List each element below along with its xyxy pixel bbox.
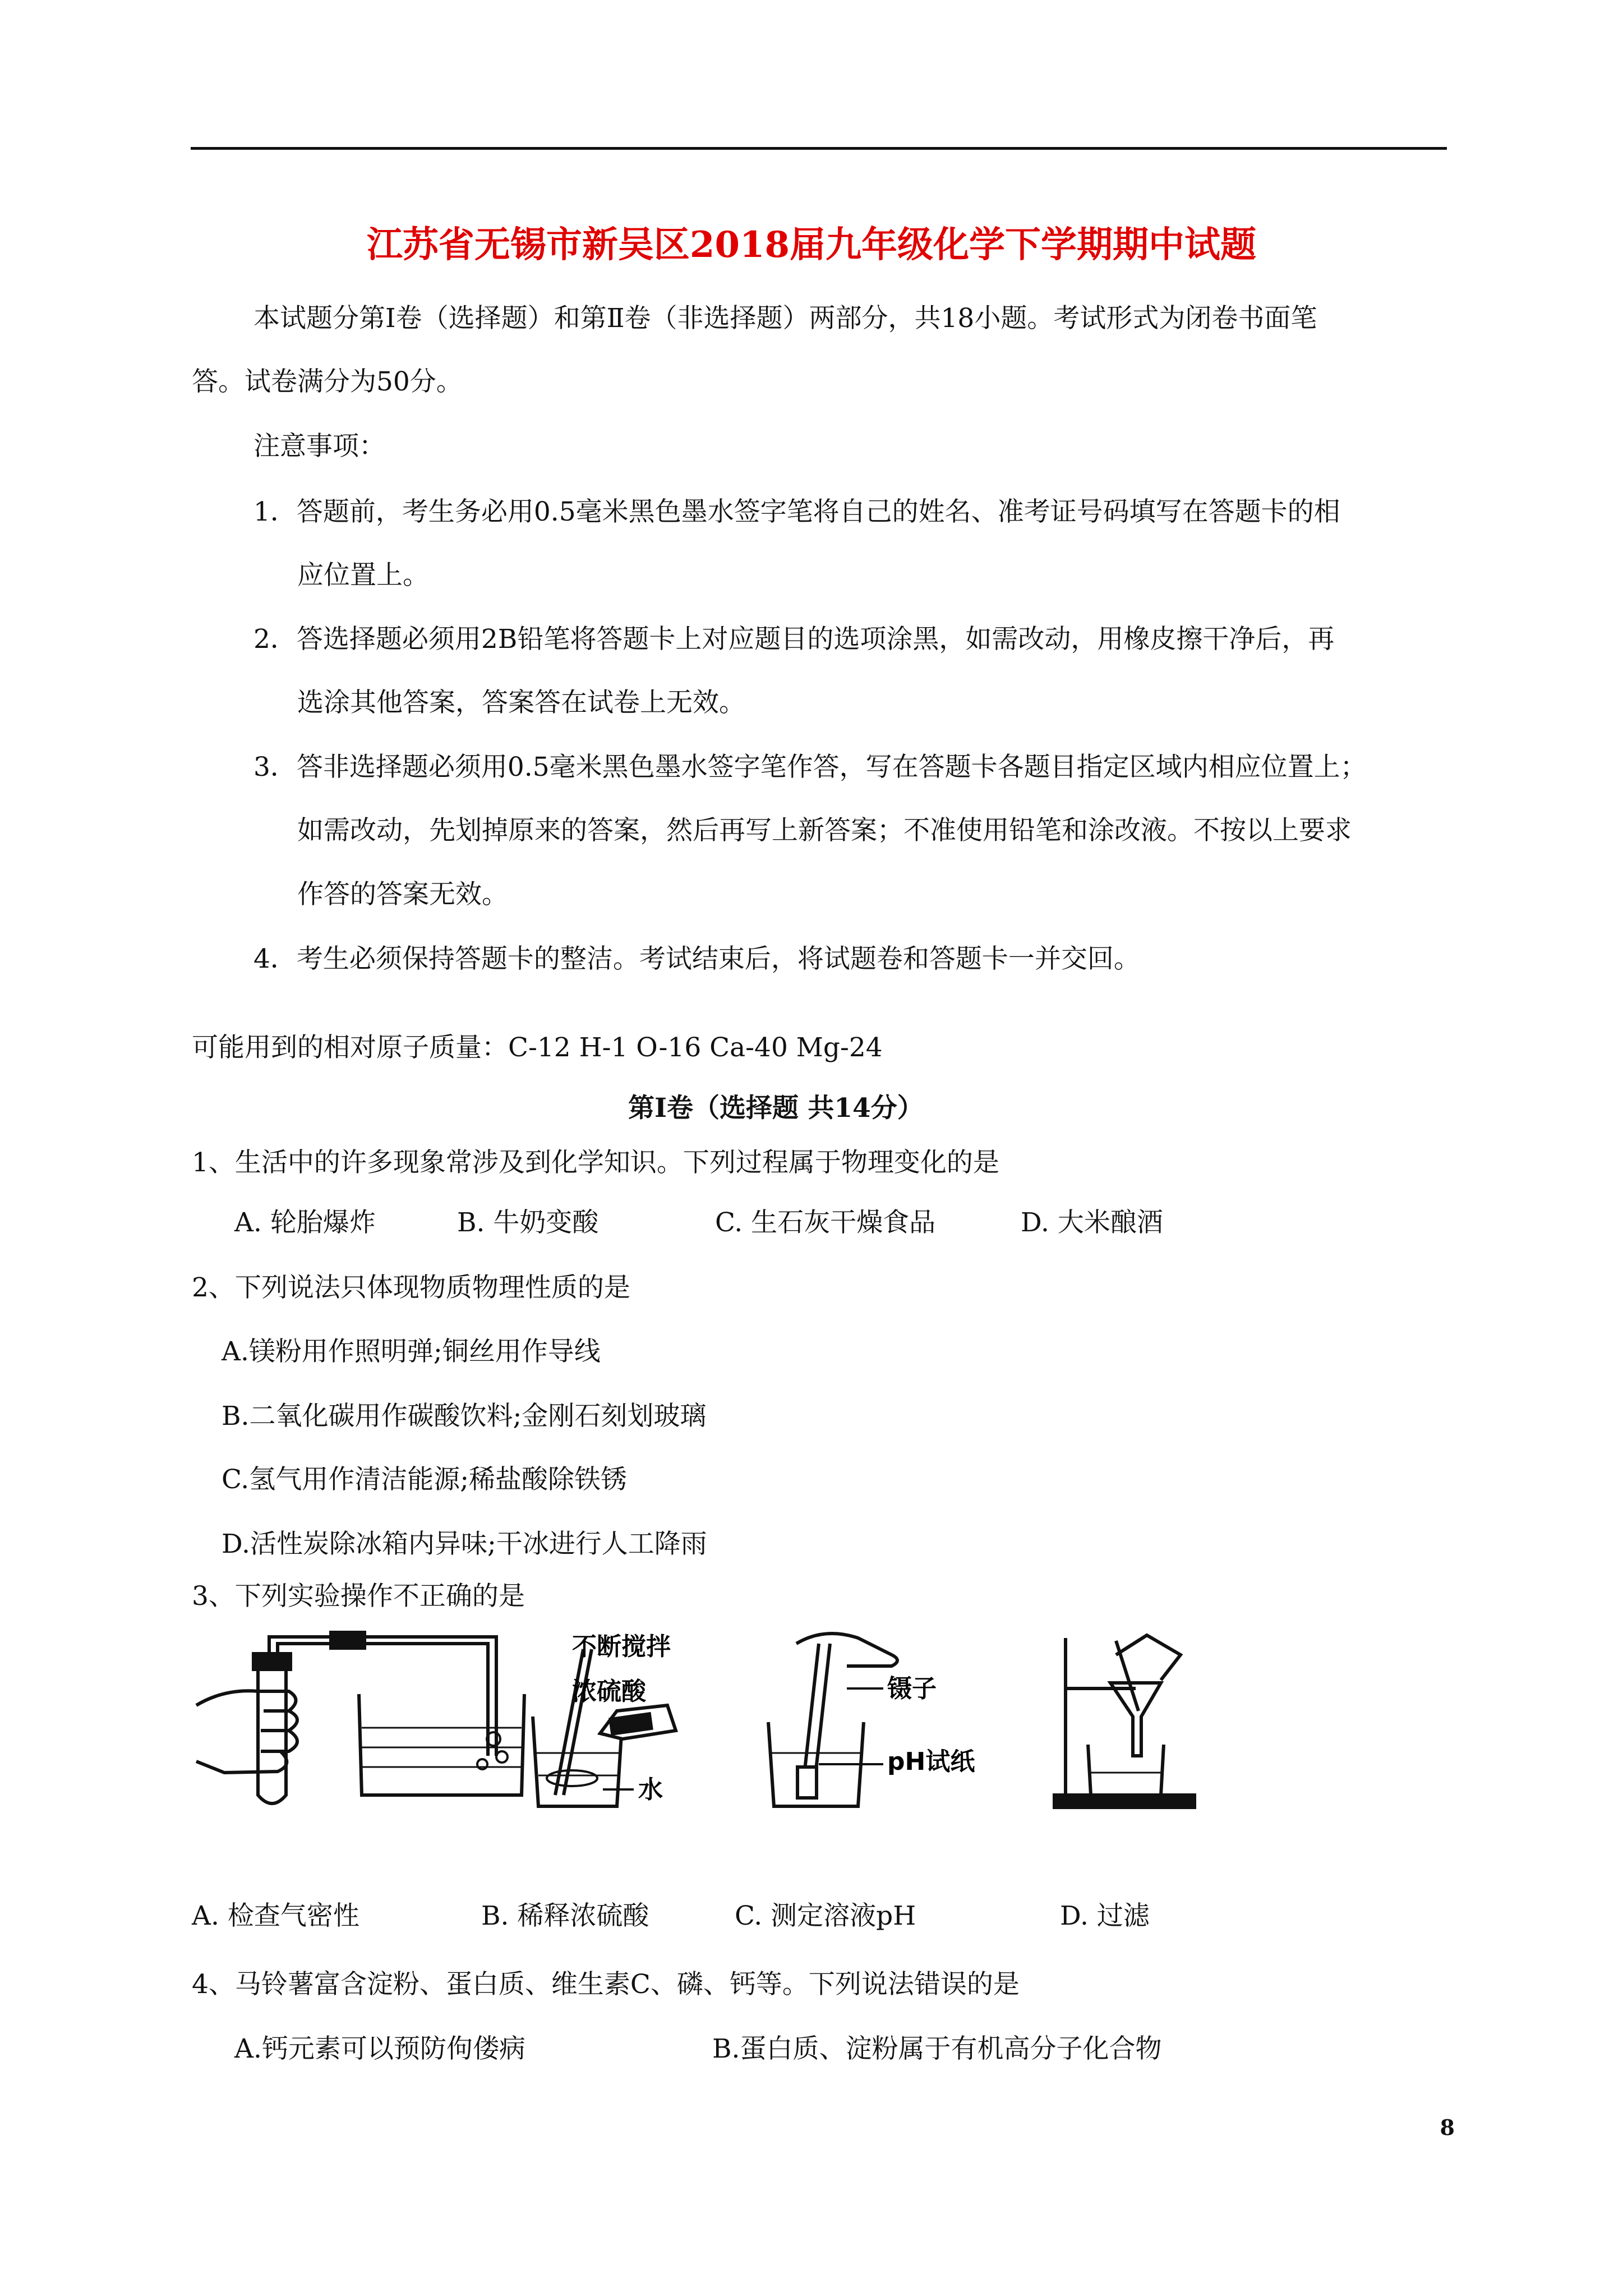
notice-item-2-line-2: 选涂其他答案，答案答在试卷上无效。	[297, 687, 745, 718]
header-rule	[191, 147, 1447, 150]
notice-item-3-line-1: 3．答非选择题必须用0.5毫米黑色墨水签字笔作答，写在答题卡各题目指定区域内相应位置上；	[253, 752, 1367, 783]
question-3-option-c: C. 测定溶液pH	[735, 1901, 916, 1931]
question-1-option-c: C. 生石灰干燥食品	[715, 1207, 936, 1238]
label-tweezers: 镊子	[887, 1674, 937, 1703]
question-2-option-a: A.镁粉用作照明弹;铜丝用作导线	[222, 1336, 601, 1367]
atomic-mass-line: 可能用到的相对原子质量：C-12 H-1 O-16 Ca-40 Mg-24	[192, 1032, 883, 1063]
question-4-stem: 4、马铃薯富含淀粉、蛋白质、维生素C、磷、钙等。下列说法错误的是	[192, 1969, 1020, 2000]
notice-item-1-line-2: 应位置上。	[297, 560, 429, 591]
section-1-heading: 第Ⅰ卷（选择题 共14分）	[628, 1093, 924, 1124]
question-1-option-d: D. 大米酿酒	[1021, 1207, 1163, 1238]
page-title: 江苏省无锡市新吴区2018届九年级化学下学期期中试题	[366, 224, 1257, 266]
question-1-stem: 1、生活中的许多现象常涉及到化学知识。下列过程属于物理变化的是	[192, 1147, 999, 1178]
question-3-option-d: D. 过滤	[1060, 1901, 1150, 1931]
notice-item-1-line-1: 1．答题前，考生务必用0.5毫米黑色墨水签字笔将自己的姓名、准考证号码填写在答题卡的相	[253, 496, 1340, 527]
notice-item-2-line-1: 2．答选择题必须用2B铅笔将答题卡上对应题目的选项涂黑，如需改动，用橡皮擦干净后，再	[253, 624, 1335, 655]
question-2-option-c: C.氢气用作清洁能源;稀盐酸除铁锈	[222, 1464, 628, 1495]
notice-item-3-line-2: 如需改动，先划掉原来的答案，然后再写上新答案；不准使用铅笔和涂改液。不按以上要求	[297, 815, 1352, 846]
question-3-option-b: B. 稀释浓硫酸	[481, 1901, 649, 1931]
question-3-option-a: A. 检查气密性	[192, 1901, 359, 1931]
question-2-stem: 2、下列说法只体现物质物理性质的是	[192, 1272, 630, 1303]
question-3-stem: 3、下列实验操作不正确的是	[192, 1581, 525, 1612]
figure-airtightness-check	[191, 1627, 550, 1818]
question-2-option-b: B.二氧化碳用作碳酸饮料;金刚石刻划玻璃	[222, 1401, 707, 1432]
figure-measure-ph	[763, 1627, 1009, 1818]
notice-item-4-line-1: 4．考生必须保持答题卡的整洁。考试结束后，将试题卷和答题卡一并交回。	[253, 944, 1140, 974]
question-1-option-b: B. 牛奶变酸	[457, 1207, 599, 1238]
intro-line-1: 本试题分第Ⅰ卷（选择题）和第Ⅱ卷（非选择题）两部分，共18小题。考试形式为闭卷书面笔	[253, 303, 1317, 334]
question-4-option-a: A.钙元素可以预防佝偻病	[234, 2033, 525, 2064]
page-number: 8	[1440, 2115, 1455, 2140]
intro-line-2: 答。试卷满分为50分。	[192, 366, 463, 397]
figure-dilute-sulfuric-acid	[522, 1627, 757, 1818]
label-conc-sulfuric-acid: 浓硫酸	[572, 1677, 646, 1706]
label-stir: 不断搅拌	[572, 1632, 671, 1661]
question-2-option-d: D.活性炭除冰箱内异味;干冰进行人工降雨	[222, 1529, 707, 1559]
figure-filtration	[1049, 1627, 1234, 1818]
notice-item-3-line-3: 作答的答案无效。	[297, 879, 508, 910]
label-water: 水	[638, 1775, 663, 1804]
question-1-option-a: A. 轮胎爆炸	[234, 1207, 376, 1238]
label-ph-paper: pH试纸	[887, 1747, 975, 1776]
question-4-option-b: B.蛋白质、淀粉属于有机高分子化合物	[712, 2033, 1162, 2064]
notice-heading: 注意事项：	[253, 431, 385, 462]
